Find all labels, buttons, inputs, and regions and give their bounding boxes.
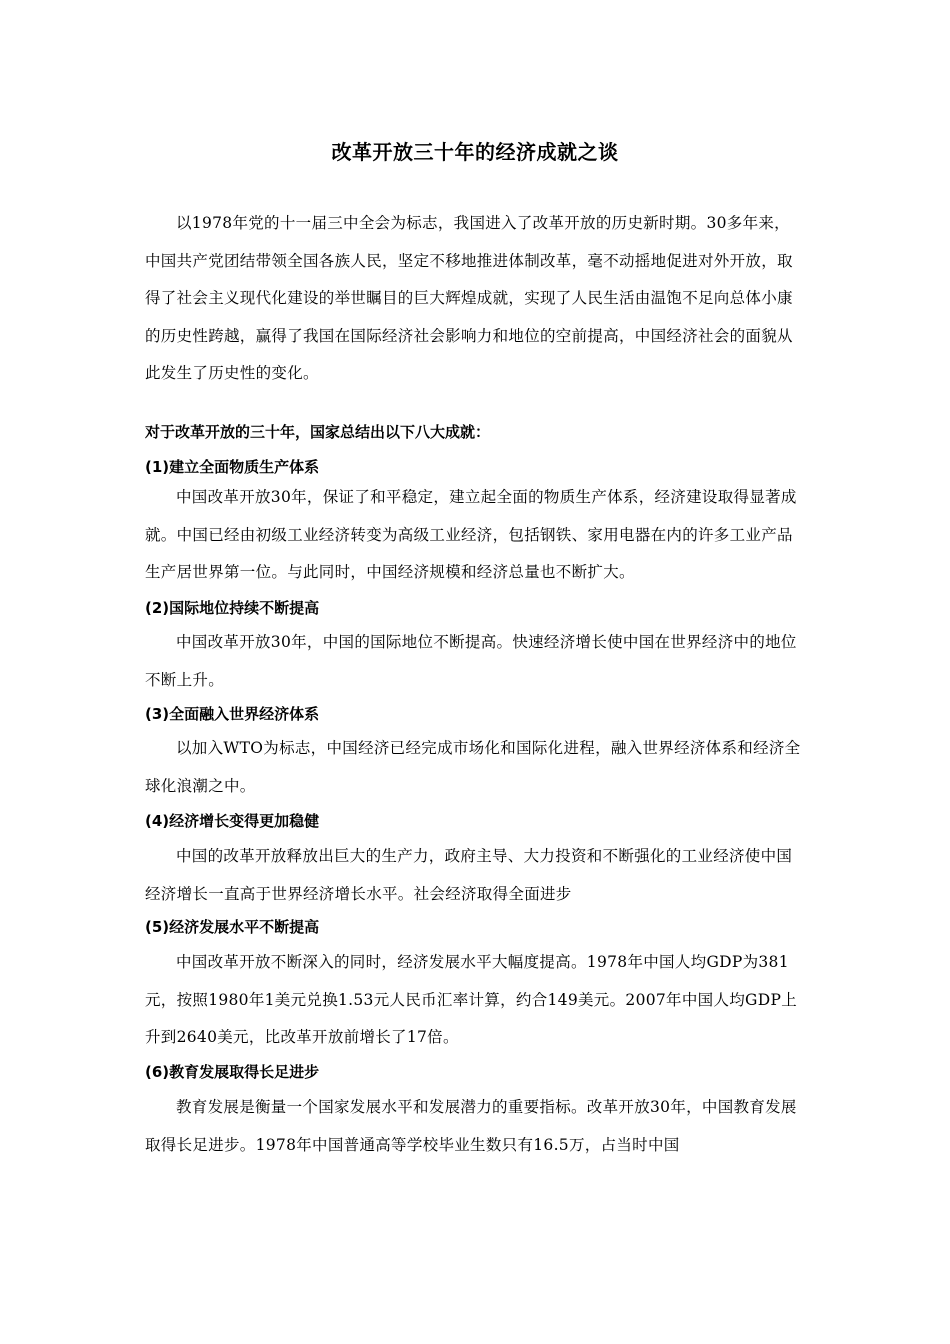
- section-heading: (5)经济发展水平不断提高: [145, 918, 320, 936]
- section-heading: (3)全面融入世界经济体系: [145, 705, 320, 723]
- section-body: 中国改革开放30年，保证了和平稳定，建立起全面的物质生产体系，经济建设取得显著成就。中国已经由初级工业经济转变为高级工业经济，包括钢铁、家用电器在内的许多工业产品生产居世界第一位。与此同时，中国经济规模和经济总量也不断扩大。: [145, 488, 797, 581]
- section-body: 以加入WTO为标志，中国经济已经完成市场化和国际化进程，融入世界经济体系和经济全球化浪潮之中。: [145, 739, 801, 795]
- intro-paragraph: 以1978年党的十一届三中全会为标志，我国进入了改革开放的历史新时期。30多年来，中国共产党团结带领全国各族人民，坚定不移地推进体制改革，毫不动摇地促进对外开放，取得了社会主义现代化建设的举世瞩目的巨大辉煌成就，实现了人民生活由温饱不足向总体小康的历史性跨越，赢得了我国在国际经济社会影响力和地位的空前提高，中国经济社会的面貌从此发生了历史性的变化。: [145, 214, 793, 382]
- section-body: 中国改革开放30年，中国的国际地位不断提高。快速经济增长使中国在世界经济中的地位不断上升。: [145, 633, 797, 689]
- section-heading: (1)建立全面物质生产体系: [145, 458, 320, 476]
- section-body: 教育发展是衡量一个国家发展水平和发展潜力的重要指标。改革开放30年，中国教育发展取得长足进步。1978年中国普通高等学校毕业生数只有16.5万，占当时中国: [145, 1098, 797, 1154]
- section-heading: (2)国际地位持续不断提高: [145, 599, 320, 617]
- document-title: 改革开放三十年的经济成就之谈: [331, 140, 619, 164]
- achievements-lead: 对于改革开放的三十年，国家总结出以下八大成就：: [145, 423, 491, 441]
- section-body: 中国改革开放不断深入的同时，经济发展水平大幅度提高。1978年中国人均GDP为381元，按照1980年1美元兑换1.53元人民币汇率计算，约合149美元。2007年中国人均GDP上升到2640美元，比改革开放前增长了17倍。: [145, 953, 797, 1046]
- section-heading: (6)教育发展取得长足进步: [145, 1063, 320, 1081]
- section-body: 中国的改革开放释放出巨大的生产力，政府主导、大力投资和不断强化的工业经济使中国经济增长一直高于世界经济增长水平。社会经济取得全面进步: [145, 847, 793, 903]
- section-heading: (4)经济增长变得更加稳健: [145, 812, 320, 830]
